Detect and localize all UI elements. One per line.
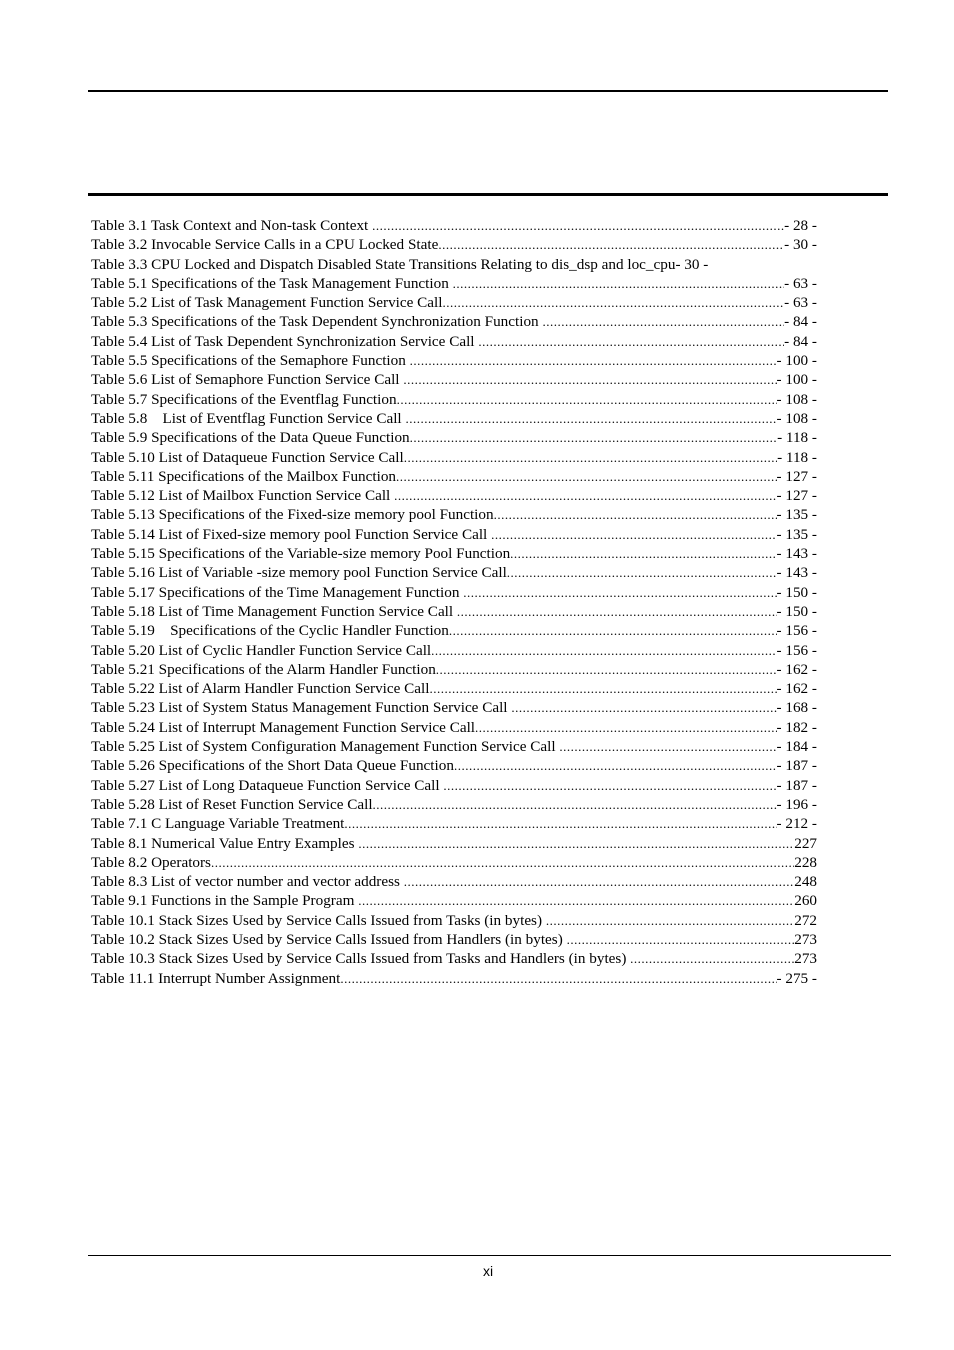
toc-entry-leader [463, 583, 776, 602]
toc-entry-page: - 118 - [777, 448, 817, 466]
toc-entry-title: Table 5.8 List of Eventflag Function Service Call [91, 409, 406, 427]
toc-entry-leader [405, 409, 776, 428]
toc-entry-title: Table 8.2 Operators [91, 853, 211, 871]
toc-entry-page: 228 [794, 853, 817, 871]
toc-entry-title: Table 5.2 List of Task Management Function Service Call [91, 294, 443, 312]
toc-entry-leader [211, 853, 794, 872]
toc-entry[interactable] [91, 737, 836, 756]
toc-entry[interactable] [91, 814, 836, 833]
toc-entry-leader [449, 621, 777, 640]
header-rule-top [88, 90, 888, 92]
toc-entry-page: - 168 - [776, 699, 817, 717]
toc-entry-leader [358, 834, 794, 853]
toc-entry-page: 248 [794, 873, 817, 891]
toc-entry[interactable] [91, 390, 836, 409]
toc-entry-page: - 187 - [776, 757, 817, 775]
toc-entry-title: Table 5.11 Specifications of the Mailbox Function [91, 467, 397, 485]
toc-entry[interactable] [91, 621, 836, 640]
toc-entry-title: Table 5.26 Specifications of the Short Data Queue Function [91, 757, 454, 775]
toc-entry-page: - 100 - [776, 352, 817, 370]
toc-entry-leader [372, 216, 784, 235]
toc-entry-leader [507, 563, 777, 582]
toc-entry-title: Table 5.7 Specifications of the Eventflag Function [91, 390, 397, 408]
toc-entry[interactable] [91, 563, 836, 582]
toc-entry-page: - 143 - [776, 545, 817, 563]
toc-entry-leader [475, 718, 776, 737]
toc-entry-title: Table 5.15 Specifications of the Variable-size memory Pool Function [91, 545, 511, 563]
toc-entry-leader [491, 525, 776, 544]
toc-entry-title: Table 5.6 List of Semaphore Function Service Call [91, 371, 404, 389]
toc-entry[interactable] [91, 641, 836, 660]
toc-entry[interactable] [91, 911, 836, 930]
toc-entry-title: Table 10.1 Stack Sizes Used by Service Calls Issued from Tasks (in bytes) [91, 911, 546, 929]
toc-entry-leader [431, 641, 776, 660]
toc-entry[interactable] [91, 583, 836, 602]
toc-entry[interactable] [91, 660, 836, 679]
toc-entry[interactable] [91, 776, 836, 795]
toc-entry-leader [394, 486, 776, 505]
toc-entry-leader [567, 930, 795, 949]
toc-entry-title: Table 3.3 CPU Locked and Dispatch Disabled State Transitions Relating to dis_dsp and loc_cpu [91, 255, 676, 273]
toc-entry-title: Table 5.20 List of Cyclic Handler Function Service Call [91, 641, 432, 659]
toc-entry-title: Table 5.13 Specifications of the Fixed-size memory pool Function [91, 506, 494, 524]
toc-entry-title: Table 5.1 Specifications of the Task Management Function [91, 274, 453, 292]
toc-entry-title: Table 3.1 Task Context and Non-task Context [91, 217, 373, 234]
toc-entry[interactable] [91, 235, 836, 254]
toc-entry[interactable] [91, 351, 836, 370]
toc-entry[interactable] [91, 834, 836, 853]
toc-entry-title: Table 5.21 Specifications of the Alarm Handler Function [91, 660, 436, 678]
toc-entry-page: - 156 - [776, 641, 817, 659]
toc-entry-title: Table 5.25 List of System Configuration Management Function Service Call [91, 738, 560, 756]
toc-entry-leader [397, 390, 777, 409]
toc-entry-title: Table 5.19 Specifications of the Cyclic Handler Function [91, 622, 449, 640]
toc-entry-title: Table 5.4 List of Task Dependent Synchronization Service Call [91, 332, 479, 350]
toc-entry-page: - 127 - [776, 487, 817, 505]
toc-entry[interactable] [91, 293, 836, 312]
toc-entry-title: Table 7.1 C Language Variable Treatment [91, 815, 345, 833]
toc-entry[interactable] [91, 525, 836, 544]
toc-entry[interactable] [91, 255, 836, 274]
toc-entry-page: - 84 - [784, 332, 817, 350]
toc-entry[interactable] [91, 891, 836, 910]
toc-entry-leader [494, 505, 777, 524]
list-of-tables [91, 216, 836, 988]
toc-entry-title: Table 5.17 Specifications of the Time Management Function [91, 583, 464, 601]
toc-entry[interactable] [91, 930, 836, 949]
toc-entry-leader [559, 737, 776, 756]
toc-entry-page: - 275 - [776, 969, 817, 987]
toc-entry-page: - 84 - [784, 313, 817, 331]
toc-entry[interactable] [91, 602, 836, 621]
toc-entry-page: - 184 - [776, 738, 817, 756]
toc-entry-leader [542, 312, 784, 331]
toc-entry-page: - 108 - [776, 390, 817, 408]
page-number: xi [482, 1263, 494, 1279]
toc-entry-page: - 28 - [784, 217, 817, 234]
toc-entry[interactable] [91, 486, 836, 505]
toc-entry[interactable] [91, 756, 836, 775]
toc-entry-title: Table 5.16 List of Variable -size memory pool Function Service Call [91, 564, 507, 582]
toc-entry-leader [546, 911, 794, 930]
toc-entry-leader [429, 679, 776, 698]
toc-entry-leader [358, 891, 794, 910]
toc-entry-leader [457, 602, 777, 621]
footer-rule [88, 1255, 891, 1256]
toc-entry-page: - 156 - [776, 622, 817, 640]
toc-entry-page: - 118 - [777, 429, 817, 447]
toc-entry[interactable] [91, 718, 836, 737]
toc-entry[interactable] [91, 332, 836, 351]
toc-entry-page: 273 [794, 950, 817, 968]
toc-entry[interactable] [91, 969, 836, 988]
toc-entry-title: Table 8.3 List of vector number and vector address [91, 873, 404, 891]
toc-entry-leader [630, 949, 794, 968]
toc-entry-leader [511, 698, 776, 717]
toc-entry-leader [403, 370, 776, 389]
toc-entry-title: Table 5.10 List of Dataqueue Function Service Call [91, 448, 404, 466]
toc-entry-page: - 63 - [784, 294, 817, 312]
toc-entry-page: - 30 - [784, 236, 817, 254]
toc-entry-leader [510, 544, 776, 563]
toc-entry-title: Table 5.9 Specifications of the Data Queue Function [91, 429, 410, 447]
toc-entry-title: Table 3.2 Invocable Service Calls in a CPU Locked State [91, 236, 439, 254]
toc-entry[interactable] [91, 409, 836, 428]
toc-entry[interactable] [91, 312, 836, 331]
toc-entry-page: - 63 - [784, 274, 817, 292]
toc-entry-title: Table 5.18 List of Time Management Function Service Call [91, 602, 457, 620]
toc-entry-title: Table 5.22 List of Alarm Handler Function Service Call [91, 680, 430, 698]
toc-entry-leader [410, 351, 777, 370]
toc-entry-title: Table 5.12 List of Mailbox Function Service Call [91, 487, 395, 505]
toc-entry[interactable] [91, 428, 836, 447]
toc-entry-title: Table 5.23 List of System Status Management Function Service Call [91, 699, 512, 717]
toc-entry-page: - 162 - [776, 660, 817, 678]
toc-entry-leader [410, 428, 777, 447]
toc-entry-title: Table 5.5 Specifications of the Semaphore Function [91, 352, 410, 370]
toc-entry-title: Table 11.1 Interrupt Number Assignment [91, 969, 341, 987]
toc-entry-page: - 143 - [776, 564, 817, 582]
header-rule-bottom [88, 193, 888, 196]
toc-entry-title: Table 5.14 List of Fixed-size memory pool Function Service Call [91, 525, 492, 543]
toc-entry[interactable] [91, 853, 836, 872]
toc-entry-leader [454, 756, 777, 775]
toc-entry-page: 227 [794, 834, 817, 852]
toc-entry-leader [373, 795, 777, 814]
toc-entry-leader [396, 467, 776, 486]
toc-entry-page: - 135 - [776, 506, 817, 524]
toc-entry-title: Table 10.2 Stack Sizes Used by Service Calls Issued from Handlers (in bytes) [91, 930, 567, 948]
toc-entry[interactable] [91, 467, 836, 486]
toc-entry-page: 260 [794, 892, 817, 910]
toc-entry-leader [436, 660, 777, 679]
toc-entry-page: - 187 - [776, 776, 817, 794]
toc-entry-leader [404, 448, 777, 467]
toc-entry-leader [344, 814, 776, 833]
toc-entry-page: - 108 - [776, 409, 817, 427]
toc-entry[interactable] [91, 872, 836, 891]
toc-entry-leader [404, 872, 795, 891]
toc-entry-title: Table 8.1 Numerical Value Entry Examples [91, 834, 359, 852]
toc-entry-page: - 182 - [776, 718, 817, 736]
toc-entry-page: 272 [794, 911, 817, 929]
toc-entry-page: - 135 - [776, 525, 817, 543]
toc-entry-leader [442, 293, 784, 312]
toc-entry[interactable] [91, 795, 836, 814]
toc-entry-page: - 196 - [776, 795, 817, 813]
toc-entry[interactable] [91, 274, 836, 293]
toc-entry-page: 273 [794, 930, 817, 948]
toc-entry-page: - 150 - [776, 602, 817, 620]
toc-entry[interactable] [91, 679, 836, 698]
toc-entry-leader [340, 969, 776, 988]
toc-entry-page: - 162 - [776, 680, 817, 698]
toc-entry[interactable] [91, 698, 836, 717]
toc-entry-page: - 212 - [776, 815, 817, 833]
toc-entry[interactable] [91, 370, 836, 389]
toc-entry-title: Table 5.27 List of Long Dataqueue Function Service Call [91, 776, 444, 794]
toc-entry-leader [443, 776, 776, 795]
toc-entry-title: Table 5.24 List of Interrupt Management Function Service Call [91, 718, 476, 736]
toc-entry-page: - 150 - [776, 583, 817, 601]
toc-entry-leader [478, 332, 784, 351]
toc-entry-title: Table 9.1 Functions in the Sample Program [91, 892, 359, 910]
toc-entry-title: Table 5.3 Specifications of the Task Dependent Synchronization Function [91, 313, 543, 331]
toc-entry-page: - 100 - [776, 371, 817, 389]
toc-entry[interactable] [91, 544, 836, 563]
toc-entry[interactable] [91, 448, 836, 467]
toc-entry[interactable] [91, 216, 836, 235]
toc-entry-leader [438, 235, 784, 254]
toc-entry-title: Table 5.28 List of Reset Function Service Call [91, 795, 373, 813]
toc-entry-title: Table 10.3 Stack Sizes Used by Service Calls Issued from Tasks and Handlers (in bytes) [91, 950, 631, 968]
toc-entry-page: - 127 - [776, 467, 817, 485]
toc-entry[interactable] [91, 949, 836, 968]
toc-entry[interactable] [91, 505, 836, 524]
toc-entry-page: - 30 - [675, 255, 709, 273]
toc-entry-leader [453, 274, 785, 293]
